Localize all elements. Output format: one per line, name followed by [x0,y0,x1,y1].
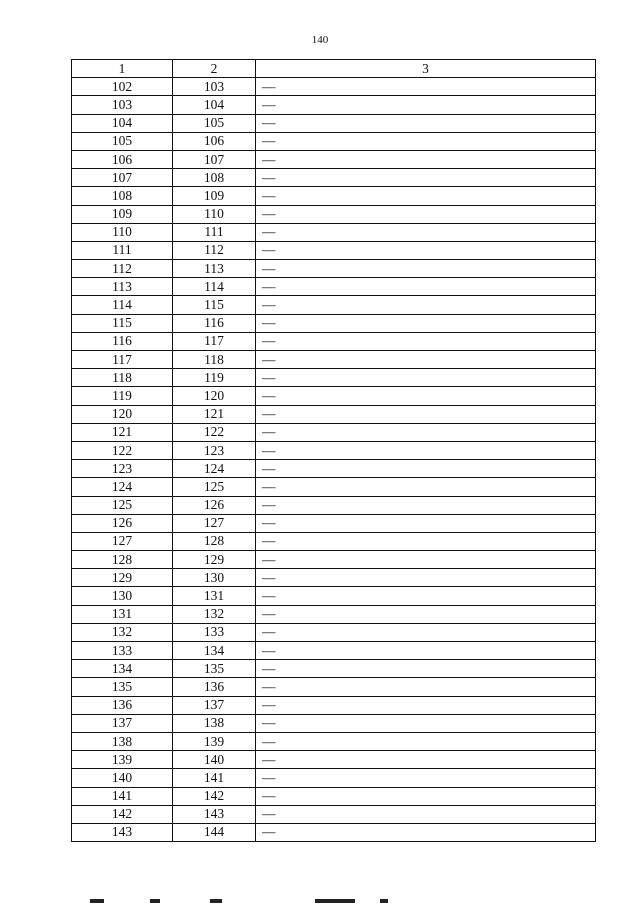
table-cell-col-2: 128 [173,532,256,550]
table-cell-col-3: — [256,751,596,769]
table-cell-col-1: 119 [72,387,173,405]
table-row [72,714,596,732]
table-row [72,205,596,223]
table-cell-col-3: — [256,496,596,514]
table-cell-col-3: — [256,678,596,696]
table-cell-col-3: — [256,569,596,587]
page-number: 140 [311,34,329,46]
table-cell-col-1: 109 [72,205,173,223]
table-cell-col-1: 128 [72,551,173,569]
table-row [72,405,596,423]
table-cell-col-3: — [256,423,596,441]
table-row [72,351,596,369]
table-row [72,387,596,405]
table-cell-col-3: — [256,278,596,296]
table-cell-col-1: 138 [72,732,173,750]
table-cell-col-1: 105 [72,132,173,150]
table-cell-col-3: — [256,387,596,405]
table-row [72,769,596,787]
table-header-row [72,60,596,78]
table-cell-col-1: 124 [72,478,173,496]
table-cell-col-2: 105 [173,114,256,132]
table-cell-col-3: — [256,223,596,241]
table-row [72,369,596,387]
table-row [72,660,596,678]
table-cell-col-3: — [256,205,596,223]
table-cell-col-2: 126 [173,496,256,514]
table-cell-col-3: — [256,551,596,569]
table-cell-col-2: 139 [173,732,256,750]
table-cell-col-1: 104 [72,114,173,132]
table-cell-col-2: 132 [173,605,256,623]
table-cell-col-3: — [256,260,596,278]
table-cell-col-3: — [256,660,596,678]
data-table [71,59,596,842]
table-cell-col-2: 123 [173,441,256,459]
table-cell-col-3: — [256,769,596,787]
table-cell-col-2: 115 [173,296,256,314]
table-cell-col-1: 126 [72,514,173,532]
table-cell-col-3: — [256,114,596,132]
table-row [72,787,596,805]
table-row [72,478,596,496]
table-cell-col-1: 142 [72,805,173,823]
table-cell-col-2: 127 [173,514,256,532]
table-body [72,78,596,842]
table-cell-col-1: 123 [72,460,173,478]
table-row [72,132,596,150]
table-cell-col-2: 135 [173,660,256,678]
table-row [72,460,596,478]
table-row [72,187,596,205]
table-row [72,441,596,459]
table-cell-col-2: 129 [173,551,256,569]
table-cell-col-2: 125 [173,478,256,496]
table-cell-col-3: — [256,405,596,423]
table-cell-col-1: 111 [72,241,173,259]
table-cell-col-2: 109 [173,187,256,205]
table-cell-col-2: 136 [173,678,256,696]
table-cell-col-2: 110 [173,205,256,223]
table-cell-col-1: 103 [72,96,173,114]
table-cell-col-1: 108 [72,187,173,205]
table-cell-col-1: 122 [72,441,173,459]
table-row [72,587,596,605]
table-row [72,150,596,168]
table-cell-col-1: 129 [72,569,173,587]
table-cell-col-2: 134 [173,642,256,660]
table-cell-col-1: 112 [72,260,173,278]
table-cell-col-2: 117 [173,332,256,350]
table-cell-col-2: 120 [173,387,256,405]
table-cell-col-2: 114 [173,278,256,296]
table-row [72,314,596,332]
table-cell-col-3: — [256,132,596,150]
table-cell-col-3: — [256,332,596,350]
table-cell-col-1: 106 [72,150,173,168]
table-cell-col-3: — [256,351,596,369]
table-cell-col-2: 143 [173,805,256,823]
table-cell-col-2: 131 [173,587,256,605]
table-cell-col-3: — [256,314,596,332]
column-header-1: 1 [72,60,173,78]
table-row [72,532,596,550]
table-row [72,696,596,714]
table-cell-col-1: 127 [72,532,173,550]
table-cell-col-2: 112 [173,241,256,259]
table-cell-col-1: 125 [72,496,173,514]
table-row [72,605,596,623]
table-row [72,332,596,350]
table-cell-col-2: 124 [173,460,256,478]
table-cell-col-1: 133 [72,642,173,660]
table-row [72,678,596,696]
table-row [72,623,596,641]
table-cell-col-1: 132 [72,623,173,641]
column-header-3: 3 [256,60,596,78]
table-cell-col-1: 107 [72,169,173,187]
table-row [72,823,596,841]
table-row [72,241,596,259]
table-cell-col-3: — [256,514,596,532]
table-cell-col-1: 102 [72,78,173,96]
table-cell-col-3: — [256,732,596,750]
table-cell-col-2: 137 [173,696,256,714]
table-cell-col-2: 104 [173,96,256,114]
table-cell-col-1: 130 [72,587,173,605]
table-cell-col-2: 142 [173,787,256,805]
table-cell-col-3: — [256,296,596,314]
table-row [72,296,596,314]
table-cell-col-1: 117 [72,351,173,369]
table-cell-col-1: 143 [72,823,173,841]
table-cell-col-3: — [256,478,596,496]
table-cell-col-2: 144 [173,823,256,841]
table-row [72,751,596,769]
table-cell-col-1: 134 [72,660,173,678]
table-cell-col-2: 130 [173,569,256,587]
table-cell-col-3: — [256,241,596,259]
table-row [72,569,596,587]
table-cell-col-1: 141 [72,787,173,805]
table-cell-col-3: — [256,696,596,714]
table-row [72,114,596,132]
table-row [72,642,596,660]
table-cell-col-2: 122 [173,423,256,441]
table-row [72,496,596,514]
table-cell-col-3: — [256,78,596,96]
table-cell-col-3: — [256,150,596,168]
table-cell-col-1: 115 [72,314,173,332]
table-row [72,169,596,187]
table-cell-col-1: 140 [72,769,173,787]
table-row [72,223,596,241]
cropped-footer-text [80,897,560,905]
table-cell-col-1: 139 [72,751,173,769]
table-cell-col-3: — [256,587,596,605]
table-cell-col-2: 111 [173,223,256,241]
table-cell-col-1: 137 [72,714,173,732]
table-cell-col-2: 140 [173,751,256,769]
table-row [72,96,596,114]
table-cell-col-1: 135 [72,678,173,696]
table-cell-col-3: — [256,441,596,459]
table-cell-col-3: — [256,623,596,641]
table-cell-col-3: — [256,605,596,623]
table-cell-col-2: 138 [173,714,256,732]
table-cell-col-3: — [256,823,596,841]
table-row [72,260,596,278]
table-row [72,551,596,569]
table-cell-col-1: 114 [72,296,173,314]
table-cell-col-1: 113 [72,278,173,296]
table-cell-col-3: — [256,369,596,387]
table-cell-col-1: 110 [72,223,173,241]
table-row [72,78,596,96]
table-cell-col-1: 120 [72,405,173,423]
table-cell-col-2: 113 [173,260,256,278]
table-cell-col-1: 121 [72,423,173,441]
table-cell-col-1: 131 [72,605,173,623]
table-cell-col-3: — [256,169,596,187]
table-row [72,278,596,296]
table-cell-col-2: 133 [173,623,256,641]
table-cell-col-2: 119 [173,369,256,387]
table-cell-col-2: 116 [173,314,256,332]
table-row [72,732,596,750]
table-cell-col-2: 118 [173,351,256,369]
table-cell-col-3: — [256,787,596,805]
table-cell-col-1: 136 [72,696,173,714]
table-cell-col-3: — [256,642,596,660]
table-cell-col-3: — [256,714,596,732]
table-cell-col-2: 106 [173,132,256,150]
table-cell-col-2: 108 [173,169,256,187]
table-cell-col-2: 107 [173,150,256,168]
column-header-2: 2 [173,60,256,78]
table-cell-col-1: 118 [72,369,173,387]
table-cell-col-3: — [256,460,596,478]
table-row [72,514,596,532]
table-cell-col-3: — [256,532,596,550]
table-cell-col-2: 121 [173,405,256,423]
table-cell-col-1: 116 [72,332,173,350]
table-cell-col-3: — [256,187,596,205]
table-cell-col-3: — [256,805,596,823]
table-cell-col-2: 141 [173,769,256,787]
table-row [72,805,596,823]
table-row [72,423,596,441]
table-cell-col-2: 103 [173,78,256,96]
table-cell-col-3: — [256,96,596,114]
